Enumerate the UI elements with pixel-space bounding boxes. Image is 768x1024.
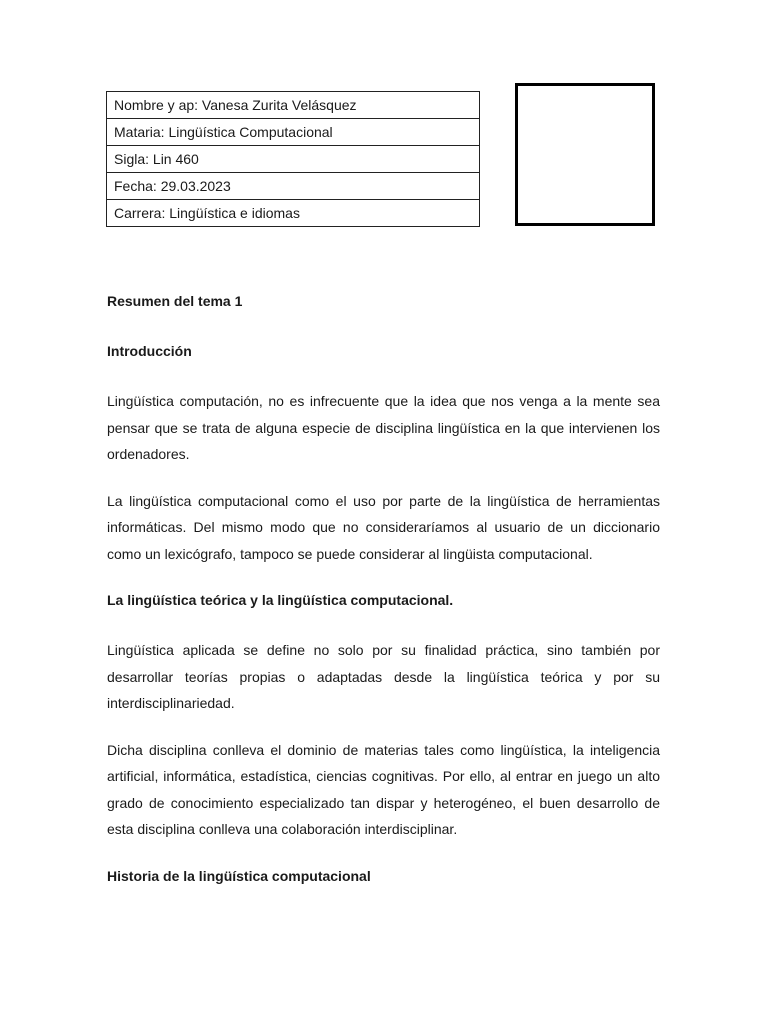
course-code-cell: Sigla: Lin 460	[107, 146, 480, 173]
section-heading-historia: Historia de la lingüística computacional	[107, 867, 371, 884]
paragraph: Dicha disciplina conlleva el dominio de materias tales como lingüística, la inteligencia artificial, informática, estadística, ciencias cognitivas. Por ello, al entrar en juego un alto grado de conocimiento especializado tan dispar y heterogéneo, el buen desarrollo de esta disciplina conlleva una colaboración interdisciplinar.	[107, 741, 660, 837]
student-name-cell: Nombre y ap: Vanesa Zurita Velásquez	[107, 92, 480, 119]
subject-cell: Mataria: Lingüística Computacional	[107, 119, 480, 146]
table-row	[107, 119, 480, 146]
table-row	[107, 146, 480, 173]
document-title: Resumen del tema 1	[107, 293, 243, 309]
table-row	[107, 173, 480, 200]
section-heading-linguistica-teorica: La lingüística teórica y la lingüística computacional.	[107, 592, 454, 608]
table-row	[107, 200, 480, 227]
paragraph: Lingüística aplicada se define no solo por su finalidad práctica, sino también por desarrollar teorías propias o adaptadas desde la lingüística teórica y por su interdisciplinariedad.	[107, 642, 660, 711]
section-heading-introduccion: Introducción	[107, 343, 192, 359]
paragraph: Lingüística computación, no es infrecuente que la idea que nos venga a la mente sea pensar que se trata de alguna especie de disciplina lingüística en la que intervienen los ordenadores.	[107, 393, 660, 462]
student-info-table	[106, 91, 480, 227]
date-cell: Fecha: 29.03.2023	[107, 173, 480, 200]
photo-placeholder-box	[515, 83, 655, 226]
paragraph: La lingüística computacional como el uso por parte de la lingüística de herramientas informáticas. Del mismo modo que no consideraríamos al usuario de un diccionario como un lexicógrafo, tampoco se puede considerar al lingüista computacional.	[107, 492, 660, 562]
table-row	[107, 92, 480, 119]
document-body	[107, 288, 660, 889]
degree-cell: Carrera: Lingüística e idiomas	[107, 200, 480, 227]
